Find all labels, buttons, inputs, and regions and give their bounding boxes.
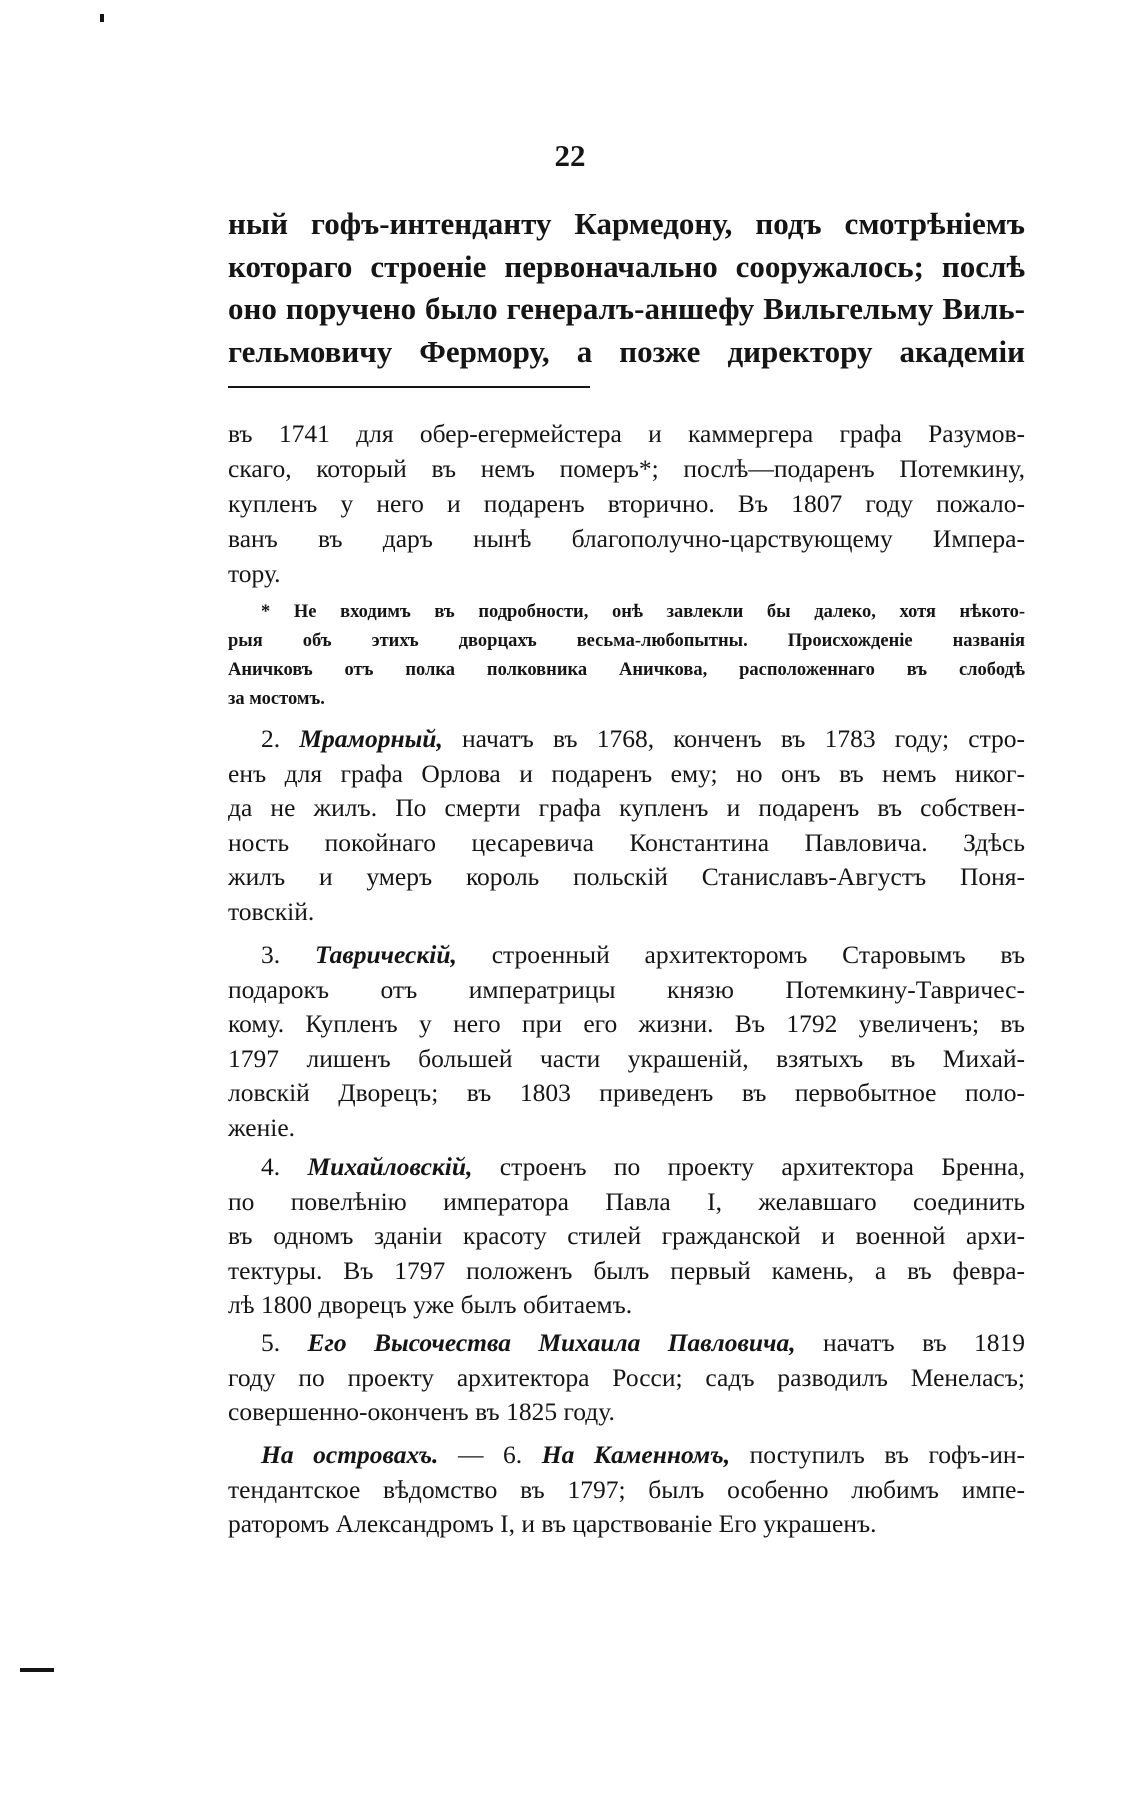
footnote-separator-rule	[228, 386, 590, 388]
text-line: въ одномъ зданіи красоту стилей гражданской и военной архи-	[228, 1221, 1025, 1250]
entry-number: 2.	[261, 724, 281, 753]
text-line: тендантское вѣдомство въ 1797; былъ особенно любимъ импе-	[228, 1474, 1025, 1504]
text-line: раторомъ Александромъ I, и въ царствованіе Его украшенъ.	[228, 1509, 877, 1538]
palace-entry-marble	[228, 722, 1025, 929]
text-line: ность покойнаго цесаревича Константина Павловича. Здѣсь	[228, 827, 1025, 857]
entry-text: поступилъ въ гофъ-ин-	[749, 1440, 1026, 1469]
entry-number: 4.	[261, 1152, 281, 1181]
section-lead: На островахъ.	[261, 1440, 439, 1469]
text-line: скаго, который въ немъ померъ*; послѣ—подаренъ Потемкину,	[228, 454, 1025, 483]
text-line: оно поручено было генералъ-аншефу Вильгельму Виль-	[228, 291, 1025, 326]
palace-name: Его Высочества Михаила Павловича,	[307, 1328, 796, 1357]
entry-text: строенный архитекторомъ Старовымъ въ	[491, 940, 1026, 969]
text-line: * Не входимъ въ подробности, онѣ завлекли бы далеко, хотя нѣкото-	[261, 602, 1025, 622]
entry-text: начатъ въ 1819	[822, 1328, 1026, 1357]
entry-first-line	[228, 1150, 1025, 1185]
entry-first-line	[228, 1326, 1025, 1361]
text-line: по повелѣнію императора Павла I, желавшаго соединить	[228, 1186, 1025, 1216]
margin-dash-mark	[20, 1668, 54, 1672]
palace-name: На Каменномъ,	[541, 1440, 731, 1469]
palace-entry-tauride	[228, 938, 1025, 1145]
text-line: ванъ въ даръ нынѣ благополучно-царствующему Импера-	[228, 524, 1025, 553]
text-line: купленъ у него и подаренъ вторично. Въ 1807 году пожало-	[228, 489, 1025, 518]
sub-footnote	[228, 598, 1025, 714]
palace-entry-mikhail-pavlovich	[228, 1326, 1025, 1430]
palace-name: Мраморный,	[299, 724, 443, 753]
continued-paragraph	[228, 203, 1025, 373]
text-line: ный гофъ-интенданту Кармедону, подъ смотрѣніемъ	[228, 206, 1025, 241]
palace-entry-mikhailovsky	[228, 1150, 1025, 1323]
text-line: лѣ 1800 дворецъ уже былъ обитаемъ.	[228, 1290, 633, 1319]
entry-text: начатъ въ 1768, конченъ въ 1783 году; стро-	[462, 724, 1026, 753]
palace-name: Таврическій,	[314, 940, 457, 969]
text-line: женіе.	[228, 1112, 296, 1142]
text-line: да не жилъ. По смерти графа купленъ и подаренъ въ собствен-	[228, 793, 1025, 822]
text-line: совершенно-оконченъ въ 1825 году.	[228, 1397, 615, 1426]
text-line: 1797 лишенъ большей части украшеній, взятыхъ въ Михай-	[228, 1043, 1025, 1073]
text-line: ловскій Дворецъ; въ 1803 приведенъ въ первобытное поло-	[228, 1078, 1025, 1107]
entry-first-line	[228, 722, 1025, 757]
entry-first-line	[228, 938, 1025, 973]
entry-first-line	[228, 1438, 1025, 1473]
text-line: рыя объ этихъ дворцахъ весьма-любопытны. Происхожденіе названія	[228, 631, 1025, 651]
palace-entry-kamenny	[228, 1438, 1025, 1542]
entry-number: — 6.	[458, 1440, 523, 1469]
entry-number: 3.	[261, 940, 281, 969]
text-line: кому. Купленъ у него при его жизни. Въ 1792 увеличенъ; въ	[228, 1009, 1025, 1038]
text-line: товскій.	[228, 896, 315, 926]
entry-text: строенъ по проекту архитектора Бренна,	[499, 1152, 1025, 1181]
footnote-continuation	[228, 416, 1025, 591]
text-line: за мостомъ.	[228, 689, 325, 709]
text-line: тору.	[228, 559, 281, 588]
palace-name: Михайловскій,	[307, 1152, 473, 1181]
text-line: въ 1741 для обер-егермейстера и каммергера графа Разумов-	[228, 419, 1025, 448]
text-line: тектуры. Въ 1797 положенъ былъ первый камень, а въ февра-	[228, 1255, 1025, 1285]
page-number: 22	[554, 138, 586, 173]
margin-speck	[100, 14, 104, 22]
text-line: жилъ и умеръ король польскій Станиславъ-Августъ Поня-	[228, 862, 1025, 891]
entry-number: 5.	[261, 1328, 281, 1357]
text-line: Аничковъ отъ полка полковника Аничкова, расположеннаго въ слободѣ	[228, 660, 1025, 680]
text-line: котораго строеніе первоначально сооружалось; послѣ	[228, 248, 1025, 284]
text-line: гельмовичу Фермору, а позже директору академіи	[228, 333, 1025, 369]
text-line: году по проекту архитектора Росси; садъ разводилъ Менеласъ;	[228, 1362, 1025, 1392]
text-line: подарокъ отъ императрицы князю Потемкину-Тавричес-	[228, 974, 1025, 1004]
text-line: енъ для графа Орлова и подаренъ ему; но онъ въ немъ никог-	[228, 758, 1025, 788]
